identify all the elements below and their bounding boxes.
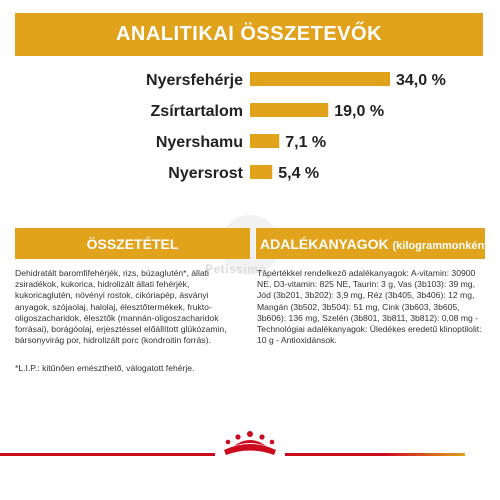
additives-title-unit: (kilogrammonként) bbox=[392, 239, 492, 252]
value-label: 5,4 % bbox=[278, 165, 320, 182]
bar bbox=[250, 134, 279, 148]
bar bbox=[250, 165, 272, 179]
nutrient-bar-chart bbox=[0, 60, 500, 200]
additives-title: ADALÉKANYAGOK bbox=[260, 235, 389, 252]
additives-title-wrap bbox=[260, 236, 492, 252]
footer-line-left bbox=[0, 453, 215, 456]
category-label: Nyersfehérje bbox=[146, 72, 243, 89]
additives-header bbox=[256, 228, 492, 259]
value-label: 34,0 % bbox=[396, 72, 446, 89]
bar bbox=[250, 103, 328, 117]
footer-line-right bbox=[285, 453, 465, 456]
value-label: 19,0 % bbox=[334, 103, 385, 120]
additives-text: Tápértékkel rendelkező adalékanyagok: A-vitamin: 30900 NE, D3-vitamin: 825 NE, Taurin: 3 g, Vas (3b103): 39 mg, Jód (3b201, 3b202): 3,9 mg, Réz (3b405, 3b406): 12 mg, Mangán (3b502, 3b504): 51 mg, Cink (3b603, 3b605, 3b606): 136 mg, Szelén (3b801, 3b811, 3b812): 0,08 mg - Technológiai adalékanyagok: Üledékes eredetű klinoptilolit: 10 g - Antioxidánsok. bbox=[257, 268, 482, 346]
composition-header bbox=[15, 228, 250, 259]
bar bbox=[250, 72, 390, 86]
composition-footnote: *L.I.P.: kitűnően emészthető, válogatott fehérje. bbox=[15, 363, 195, 373]
composition-text: Dehidratált baromfifehérjék, rizs, búzaglutén*, állati zsiradékok, kukorica, hidrolizált állati fehérjék, kukoricaglutén, növényi rostok, cikóriapép, ásványi anyagok, szójaolaj, halolaj, élesztőtermékek, frukto-oligoszacharidok, élesztők (mannán-oligoszacharidok forrásai), borágóolaj, erjesztéssel előállított glükózamin, bársonyvirág por, hidrolizált porc (kondroitin forrás). bbox=[15, 268, 227, 346]
value-label: 7,1 % bbox=[285, 134, 327, 151]
category-label: Nyershamu bbox=[155, 134, 243, 151]
category-label: Nyersrost bbox=[168, 165, 243, 182]
watermark-text: Petissimo bbox=[205, 262, 267, 276]
category-label: Zsírtartalom bbox=[150, 103, 243, 120]
page-title: ANALITIKAI ÖSSZETEVŐK bbox=[115, 23, 383, 45]
composition-title: ÖSSZETÉTEL bbox=[86, 235, 179, 252]
crown-logo-icon bbox=[220, 428, 280, 458]
header-bar bbox=[15, 13, 483, 56]
